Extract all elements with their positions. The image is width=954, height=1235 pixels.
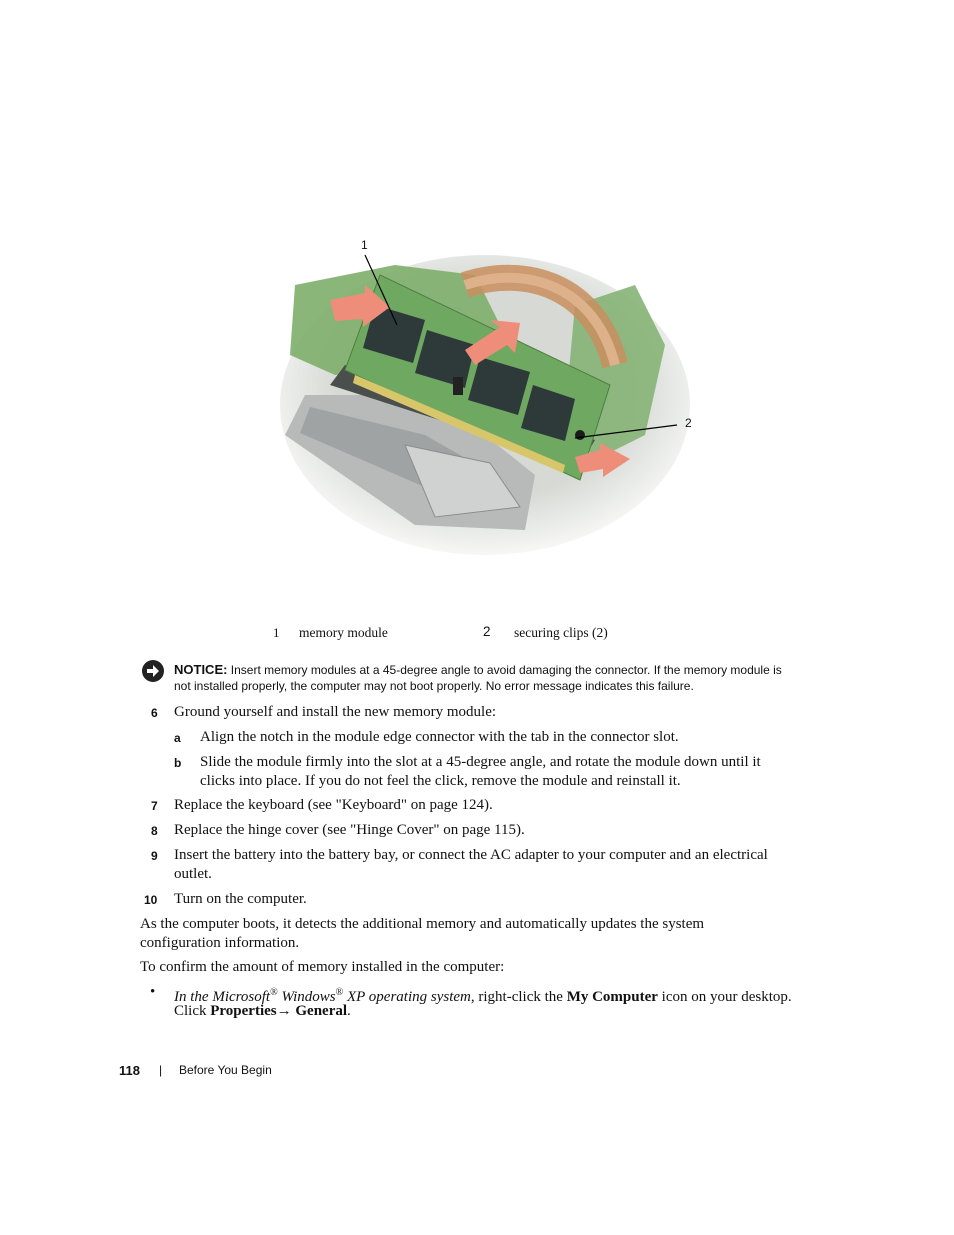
bullet-properties: Properties bbox=[210, 1003, 277, 1019]
bullet-registered-1: ® bbox=[270, 987, 278, 998]
bullet-text-3: Click bbox=[174, 1003, 211, 1019]
bullet-arrow: → bbox=[276, 1003, 292, 1019]
bullet-registered-2: ® bbox=[335, 987, 344, 998]
memory-module-illustration bbox=[275, 245, 695, 565]
legend-label-2: securing clips (2) bbox=[514, 625, 608, 640]
notice-text-1: Insert memory modules at a 45-degree angle to avoid damaging the connector. If the memory module is bbox=[230, 663, 782, 677]
paragraph-boot-line-2: configuration information. bbox=[140, 935, 300, 951]
bullet-italic-xp: XP operating system bbox=[343, 989, 471, 1005]
laptop-memory-bay-drawing bbox=[275, 245, 695, 565]
callout-1: 1 bbox=[361, 238, 368, 252]
bullet-text-4: . bbox=[347, 1003, 351, 1019]
step-9-line-1: Insert the battery into the battery bay, or connect the AC adapter to your computer and an electrical bbox=[174, 847, 768, 863]
step-6b-line-1: Slide the module firmly into the slot at a 45-degree angle, and rotate the module down until it bbox=[200, 754, 761, 770]
bullet-text-2: icon on your desktop. bbox=[657, 989, 792, 1005]
bullet-italic-windows: Windows bbox=[277, 989, 336, 1005]
bullet-italic-microsoft: In the Microsoft bbox=[174, 989, 271, 1005]
page-number: 118 bbox=[119, 1063, 140, 1078]
footer-section-title: Before You Begin bbox=[179, 1063, 272, 1077]
step-6-text: Ground yourself and install the new memory module: bbox=[174, 704, 497, 720]
step-8-text: Replace the hinge cover (see "Hinge Cover" on page 115). bbox=[174, 822, 525, 838]
notice-line-2: not installed properly, the computer may not boot properly. No error message indicates this failure. bbox=[174, 679, 694, 693]
bullet-my-computer: My Computer bbox=[566, 989, 658, 1005]
paragraph-boot-line-1: As the computer boots, it detects the additional memory and automatically updates the system bbox=[140, 916, 705, 932]
step-8-number: 8 bbox=[151, 824, 158, 838]
notice-label: NOTICE: bbox=[174, 662, 228, 677]
bullet-general: General bbox=[291, 1003, 348, 1019]
notice-icon bbox=[141, 659, 165, 683]
bullet-line-2 bbox=[174, 1002, 351, 1021]
bullet-mark: • bbox=[150, 984, 156, 1000]
step-6b-letter: b bbox=[174, 756, 182, 770]
bullet-text-1: , right-click the bbox=[470, 989, 567, 1005]
step-6a-letter: a bbox=[174, 731, 181, 745]
step-9-number: 9 bbox=[151, 849, 158, 863]
legend-num-2: 2 bbox=[483, 624, 491, 639]
step-10-text: Turn on the computer. bbox=[174, 891, 307, 907]
step-6a-text: Align the notch in the module edge connector with the tab in the connector slot. bbox=[200, 729, 679, 745]
footer-separator: | bbox=[159, 1063, 163, 1077]
callout-2: 2 bbox=[685, 416, 692, 430]
step-9-line-2: outlet. bbox=[174, 866, 212, 882]
legend-num-1: 1 bbox=[273, 625, 280, 640]
step-7-text: Replace the keyboard (see "Keyboard" on page 124). bbox=[174, 797, 493, 813]
step-6b-line-2: clicks into place. If you do not feel the click, remove the module and reinstall it. bbox=[200, 773, 681, 789]
step-7-number: 7 bbox=[151, 799, 158, 813]
notice-line-1 bbox=[174, 661, 782, 679]
paragraph-confirm: To confirm the amount of memory installed in the computer: bbox=[140, 959, 505, 975]
step-10-number: 10 bbox=[144, 893, 158, 907]
legend-label-1: memory module bbox=[299, 625, 388, 640]
step-6-number: 6 bbox=[151, 706, 158, 720]
